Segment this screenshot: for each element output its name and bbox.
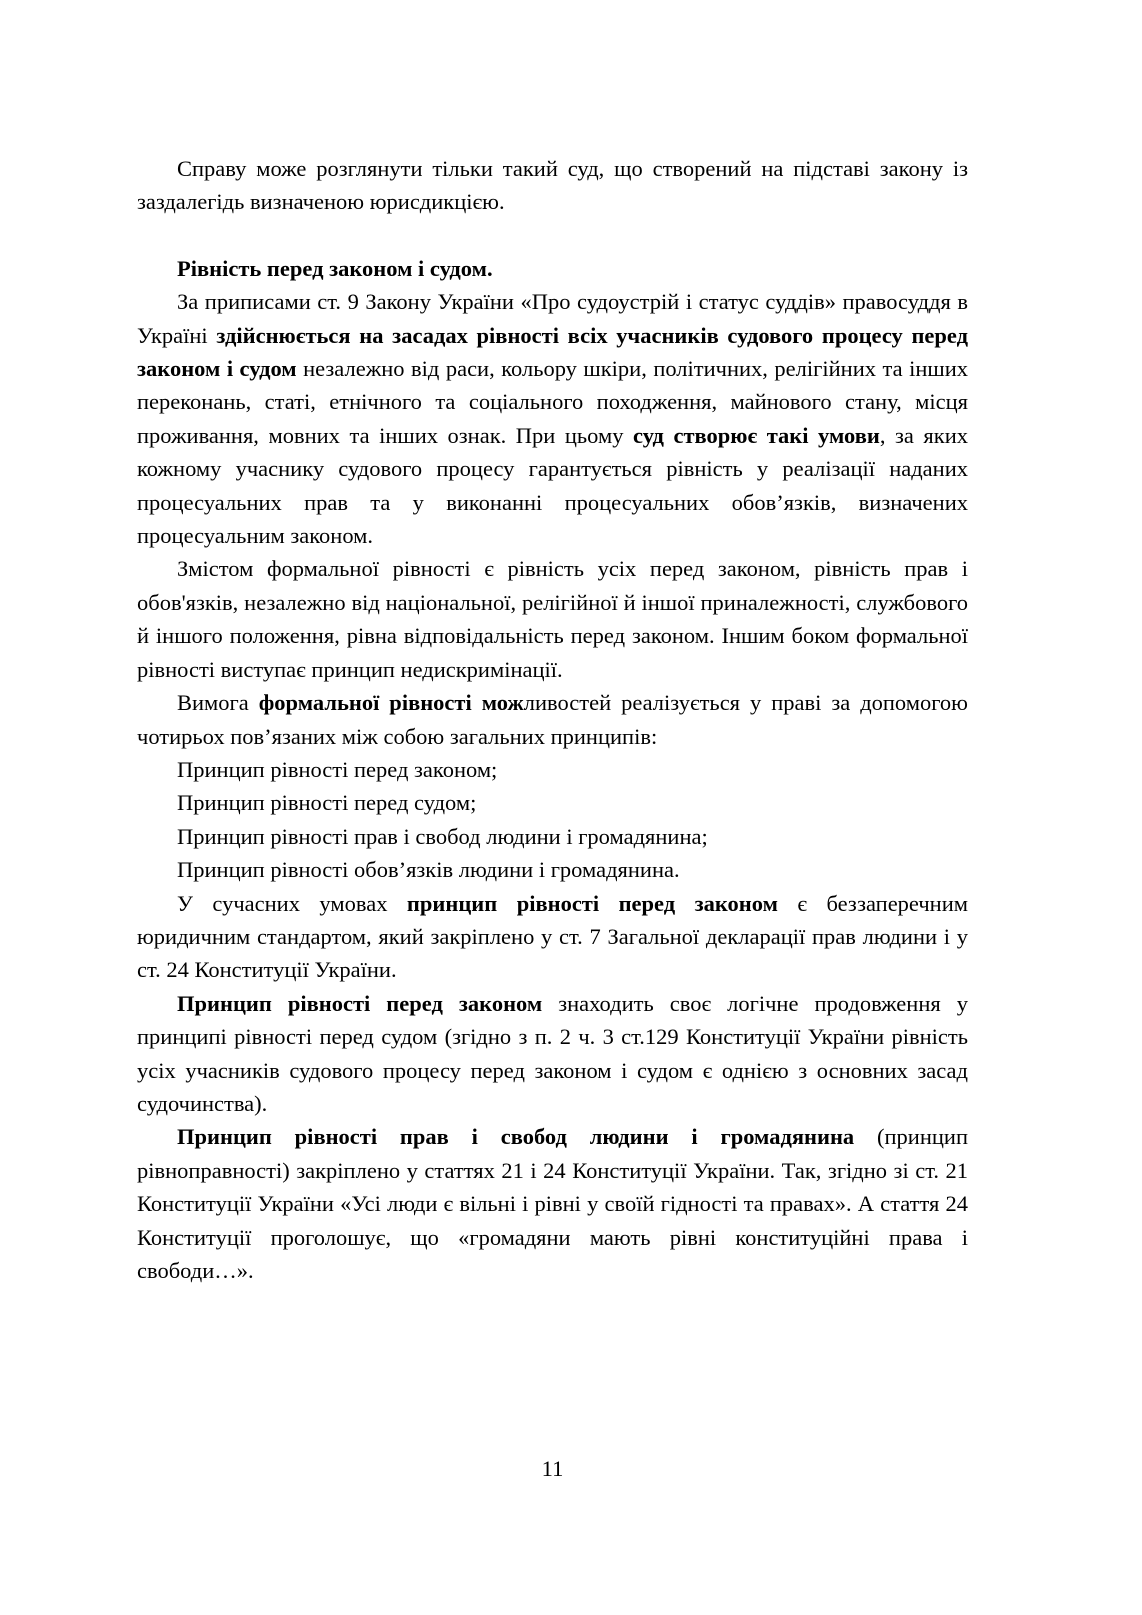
bold-text-run: здійснюється на засадах рівності всіх учасників судового процесу перед законом і судом: [137, 322, 968, 382]
paragraph: [137, 753, 968, 786]
text-run: Принцип рівності прав і свобод людини і громадянина;: [177, 823, 708, 849]
text-run: ливостей реалізується у праві за допомогою чотирьох пов’язаних між собою загальних принципів:: [137, 690, 968, 749]
bold-text-run: Принцип рівності прав і свобод людини і громадянина: [177, 1124, 855, 1150]
text-run: Змістом формальної рівності є рівність усіх перед законом, рівність прав і обов'язків, незалежно від національної, релігійної й іншої приналежності, службового й іншого положення, рівна відповідальність перед законом. Іншим боком формальної рівності виступає принцип недискримінації.: [137, 556, 968, 682]
text-run: (принцип рівноправності) закріплено у статтях 21 і 24 Конституції України. Так, згідно зі ст. 21 Конституції України «Усі люди є вільні і рівні у своїй гідності та правах». А стаття 24 Конституції проголошує, що «громадяни мають рівні конституційні права і свободи…».: [137, 1124, 969, 1283]
paragraph: [137, 786, 968, 819]
bold-text-run: Рівність перед законом і судом.: [177, 255, 493, 281]
paragraph: [137, 686, 968, 753]
bold-text-run: Принцип рівності перед законом: [177, 990, 543, 1016]
paragraph: [137, 987, 968, 1121]
text-run: Справу може розглянути тільки такий суд, що створений на підставі закону із заздалегідь визначеною юрисдикцією.: [137, 156, 968, 215]
paragraph: [137, 1120, 968, 1287]
text-run: Принцип рівності перед законом;: [177, 756, 498, 782]
section-heading: [137, 252, 968, 285]
paragraph: [137, 285, 968, 552]
text-run: Принцип рівності обов’язків людини і громадянина.: [177, 857, 680, 883]
paragraph: [137, 820, 968, 853]
paragraph: [137, 853, 968, 886]
text-run: , за яких кожному учаснику судового процесу гарантується рівність у реалізації наданих процесуальних прав та у виконанні процесуальних обов’язків, визначених процесуальним законом.: [137, 422, 969, 549]
text-run: Вимога: [177, 690, 259, 716]
paragraph: [137, 552, 968, 686]
text-run: незалежно від раси, кольору шкіри, політичних, релігійних та інших переконань, статі, етнічного та соціального походження, майнового стану, місця проживання, мовних та інших ознак. При цьому: [137, 356, 968, 448]
paragraph: [137, 152, 968, 219]
text-run: є беззаперечним юридичним стандартом, який закріплено у ст. 7 Загальної декларації прав людини і у ст. 24 Конституції України.: [137, 890, 968, 983]
document-content: [137, 152, 968, 1287]
bold-text-run: формальної рівності мож: [258, 690, 524, 716]
bold-text-run: суд створює такі умови: [633, 422, 880, 448]
text-run: знаходить своє логічне продовження у принципі рівності перед судом (згідно з п. 2 ч. 3 ст.129 Конституції України рівність усіх учасників судового процесу перед законом і судом є однією з основних засад судочинства).: [137, 990, 968, 1116]
bold-text-run: принцип рівності перед законом: [406, 890, 778, 916]
text-run: У сучасних умовах: [177, 890, 407, 916]
paragraph: [137, 887, 968, 987]
text-run: Принцип рівності перед судом;: [177, 790, 477, 816]
page-number: 11: [541, 1456, 564, 1481]
text-run: За приписами ст. 9 Закону України «Про судоустрій і статус суддів» правосуддя в Україні: [137, 289, 968, 348]
